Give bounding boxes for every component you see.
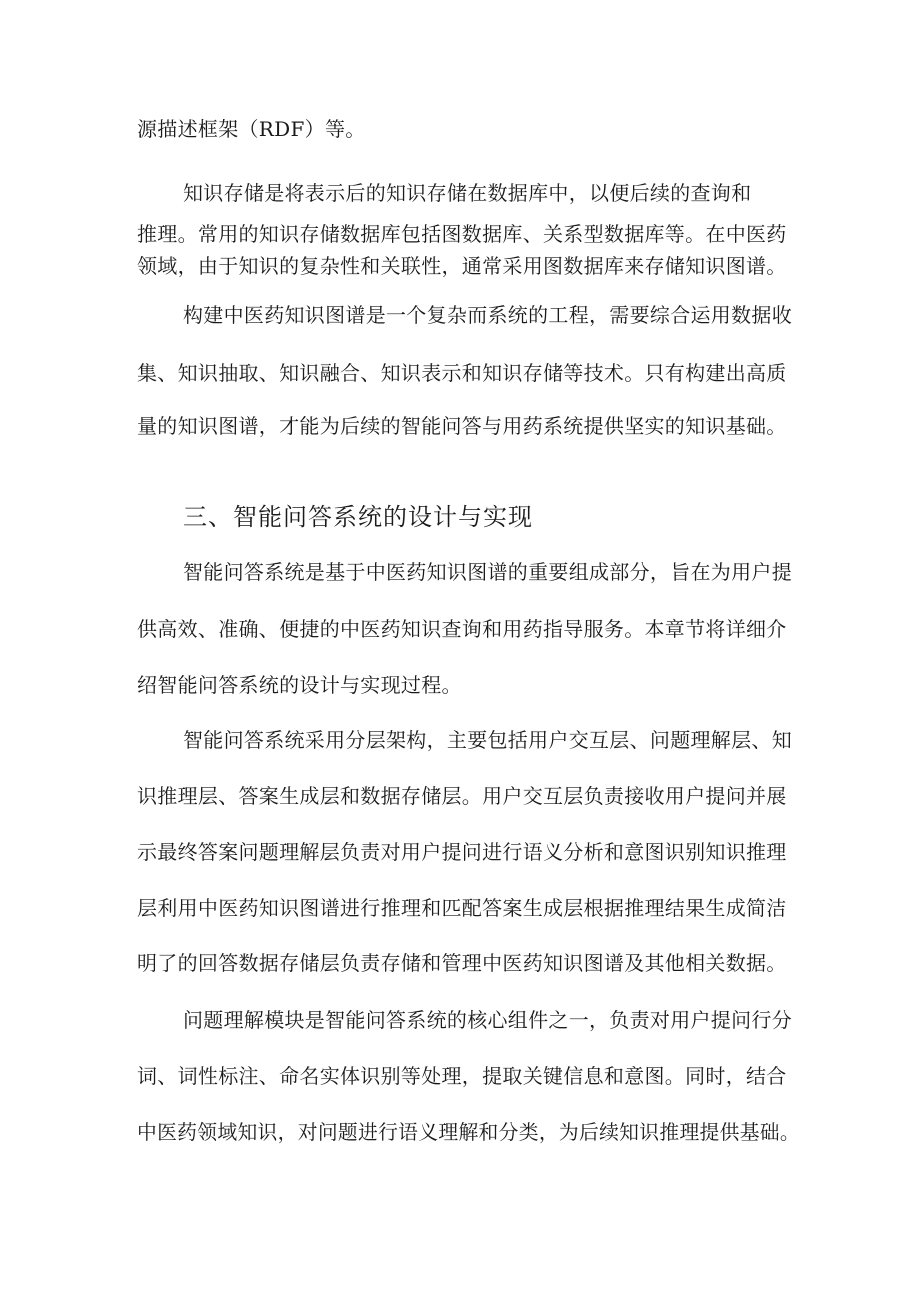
text-line: 问题理解模块是智能问答系统的核心组件之一，负责对用户提问行分 [183, 1008, 792, 1032]
text-line: 层利用中医药知识图谱进行推理和匹配答案生成层根据推理结果生成简洁 [137, 896, 787, 920]
text-line: 绍智能问答系统的设计与实现过程。 [137, 673, 462, 697]
text-line: 构建中医药知识图谱是一个复杂而系统的工程，需要综合运用数据收 [183, 303, 792, 327]
text-line: 智能问答系统采用分层架构，主要包括用户交互层、问题理解层、知 [183, 728, 792, 752]
text-line: 明了的回答数据存储层负责存储和管理中医药知识图谱及其他相关数据。 [137, 951, 787, 975]
text-line: 供高效、准确、便捷的中医药知识查询和用药指导服务。本章节将详细介 [137, 617, 787, 641]
text-line: 中医药领域知识，对问题进行语义理解和分类，为后续知识推理提供基础。 [137, 1120, 800, 1144]
text-line: 领域，由于知识的复杂性和关联性，通常采用图数据库来存储知识图谱。 [137, 254, 787, 278]
text-line: 知识存储是将表示后的知识存储在数据库中，以便后续的查询和 [183, 181, 752, 205]
text-line: 集、知识抽取、知识融合、知识表示和知识存储等技术。只有构建出高质 [137, 361, 787, 385]
text-line: 示最终答案问题理解层负责对用户提问进行语义分析和意图识别知识推理 [137, 840, 787, 864]
text-line: 量的知识图谱，才能为后续的智能问答与用药系统提供坚实的知识基础。 [137, 414, 787, 438]
text-line: 识推理层、答案生成层和数据存储层。用户交互层负责接收用户提问并展 [137, 784, 787, 808]
text-line: 智能问答系统是基于中医药知识图谱的重要组成部分，旨在为用户提 [183, 560, 792, 584]
text-line: 词、词性标注、命名实体识别等处理，提取关键信息和意图。同时，结合 [137, 1064, 787, 1088]
section-heading: 三、智能问答系统的设计与实现 [183, 503, 533, 531]
text-line: 源描述框架（RDF）等。 [137, 117, 366, 141]
text-line: 推理。常用的知识存储数据库包括图数据库、关系型数据库等。在中医药 [137, 222, 787, 246]
